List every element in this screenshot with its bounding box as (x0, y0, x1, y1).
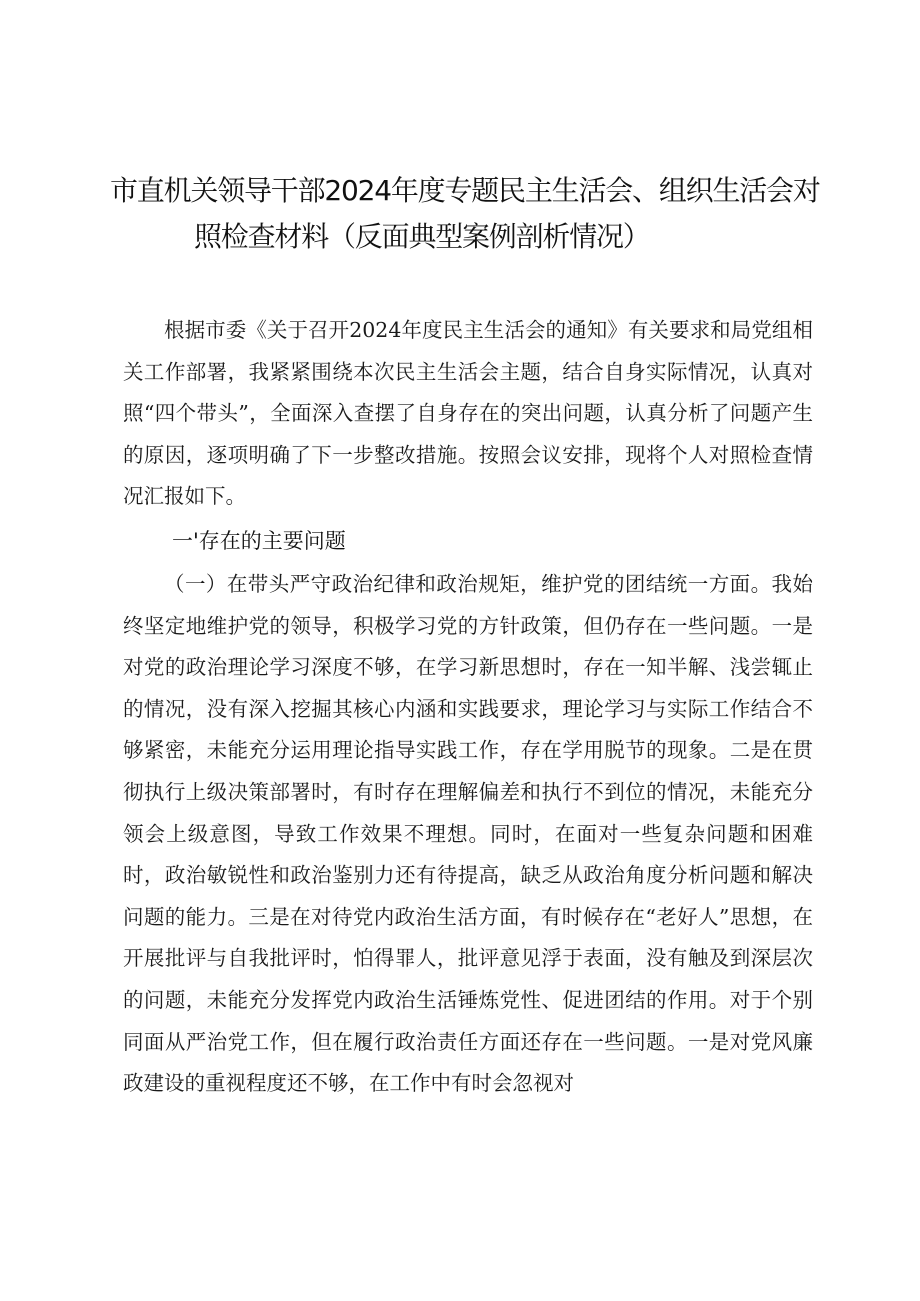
document-title-line-2: 照检查材料（反面典型案例剖析情况） (194, 220, 650, 253)
document-body (123, 310, 813, 1105)
document-title-line-1: 市直机关领导干部2024年度专题民主生活会、组织生活会对 (110, 174, 820, 207)
section-paragraph: （一）在带头严守政治纪律和政治规矩，维护党的团结统一方面。我始终坚定地维护党的领导，积极学习党的方针政策，但仍存在一些问题。一是对党的政治理论学习深度不够，在学习新思想时，存在一知半解、浅尝辄止的情况，没有深入挖掘其核心内涵和实践要求，理论学习与实际工作结合不够紧密，未能充分运用理论指导实践工作，存在学用脱节的现象。二是在贯彻执行上级决策部署时，有时存在理解偏差和执行不到位的情况，未能充分领会上级意图，导致工作效果不理想。同时，在面对一些复杂问题和困难时，政治敏锐性和政治鉴别力还有待提高，缺乏从政治角度分析问题和解决问题的能力。三是在对待党内政治生活方面，有时候存在“老好人”思想，在开展批评与自我批评时，怕得罪人，批评意见浮于表面，没有触及到深层次的问题，未能充分发挥党内政治生活锤炼党性、促进团结的作用。对于个别同面从严治党工作，但在履行政治责任方面还存在一些问题。一是对党风廉政建设的重视程度还不够，在工作中有时会忽视对 (123, 571, 813, 1096)
intro-paragraph: 根据市委《关于召开2024年度民主生活会的通知》有关要求和局党组相关工作部署，我紧紧围绕本次民主生活会主题，结合自身实际情况，认真对照“四个带头”，全面深入查摆了自身存在的突出问题，认真分析了问题产生的原因，逐项明确了下一步整改措施。按照会议安排，现将个人对照检查情况汇报如下。 (123, 318, 813, 509)
section-heading: 一'存在的主要问题 (172, 528, 346, 553)
document-title (110, 168, 830, 260)
